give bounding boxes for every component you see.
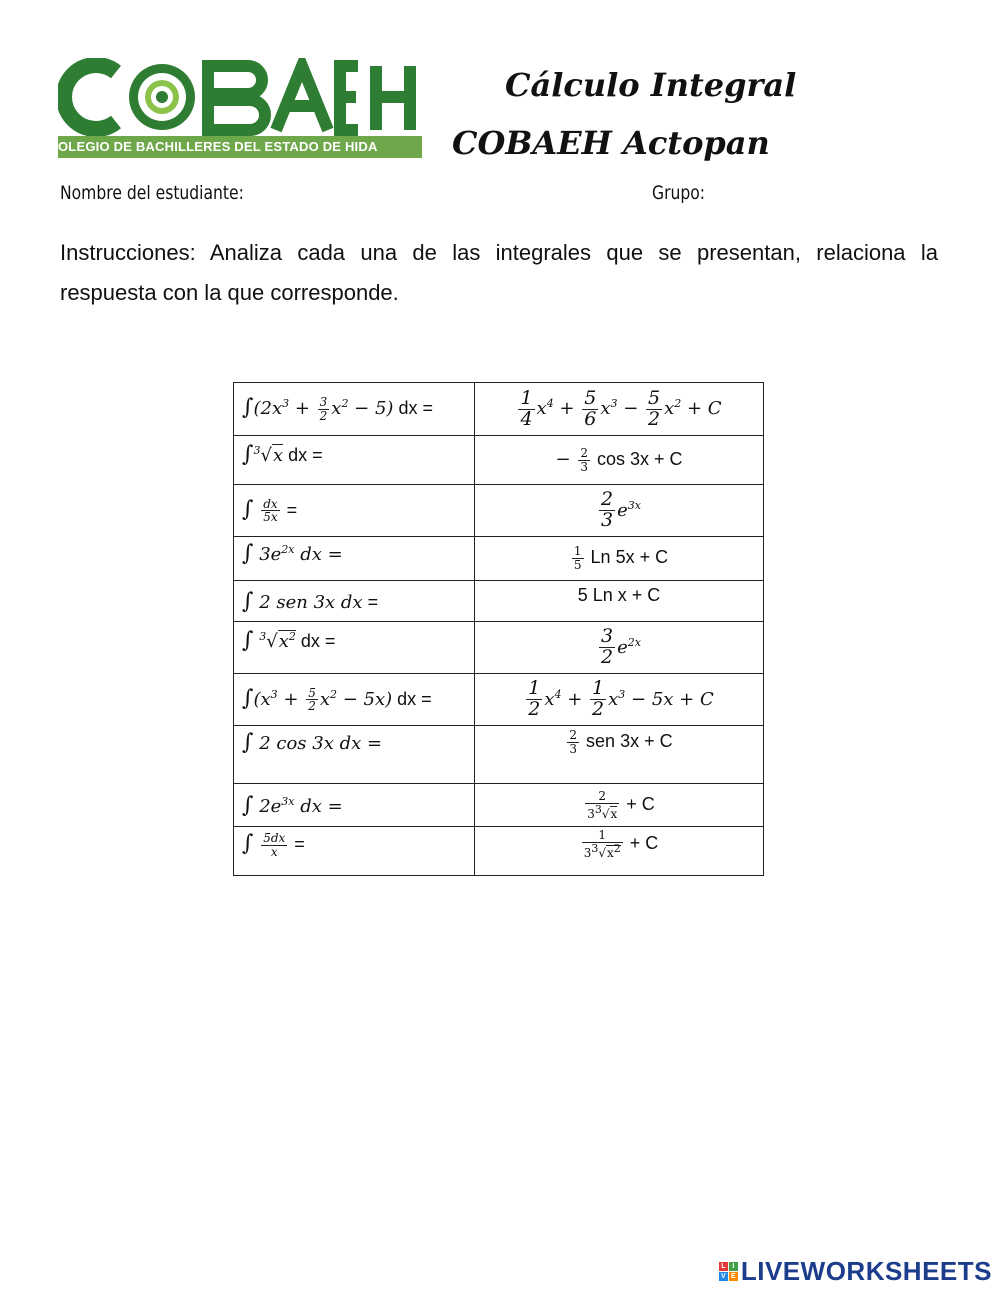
cobaeh-logo-mark [58,58,422,136]
table-row [234,485,764,537]
answer-cell[interactable]: 5 Ln x + C [475,581,764,622]
group-label: Grupo: [652,182,706,204]
answer-cell[interactable]: $\frac{2}{3^3√x}$ + C [475,784,764,827]
integral-cell[interactable]: ∫ $3e^{2x}$ dx = [234,537,475,581]
table-row [234,383,764,436]
answer-cell[interactable]: $\frac{1}{5}$ Ln 5x + C [475,537,764,581]
answer-cell[interactable]: $\frac{1}{2}$ $x^4$ + $\frac{1}{2}$ $x^3 - 5x + C$ [475,674,764,726]
answer-cell[interactable]: $\frac{3}{2}$ $e^{2x}$ [475,622,764,674]
table-row [234,537,764,581]
title-course: Cálculo Integral [505,66,797,104]
cobaeh-logo [58,58,422,158]
integral-cell[interactable]: ∫$^3$√x dx = [234,436,475,485]
table-row [234,726,764,784]
logo-subtitle: OLEGIO DE BACHILLERES DEL ESTADO DE HIDA [58,136,422,158]
integral-cell[interactable]: ∫ $2e^{3x}$ dx = [234,784,475,827]
table-row [234,674,764,726]
integral-cell[interactable]: ∫ 2 sen 3x dx = [234,581,475,622]
integral-cell[interactable]: ∫ $\frac{5dx}{x}$ = [234,827,475,876]
liveworksheets-brand [719,1256,992,1287]
integral-cell[interactable]: ∫ $\frac{dx}{5x}$ = [234,485,475,537]
answer-cell[interactable]: − $\frac{2}{3}$ cos 3x + C [475,436,764,485]
integral-cell[interactable]: ∫ 2 cos 3x dx = [234,726,475,784]
table-row [234,581,764,622]
matching-table [233,382,764,876]
table-row [234,436,764,485]
answer-cell[interactable]: $\frac{2}{3}$ $e^{3x}$ [475,485,764,537]
answer-cell[interactable]: $\frac{1}{3^3√x^2}$ + C [475,827,764,876]
liveworksheets-icon: L I V E [719,1262,738,1281]
answer-cell[interactable]: $\frac{2}{3}$ sen 3x + C [475,726,764,784]
student-name-label: Nombre del estudiante: [60,182,244,204]
instructions: Instrucciones: Analiza cada una de las integrales que se presentan, relaciona la respuesta con la que corresponde. [60,240,938,305]
integral-cell[interactable]: $\int(2x^3$ + $\frac{3}{2}$ $x^2 - 5$) dx = [234,383,475,436]
answer-cell[interactable]: $\frac{1}{4}$ $x^4$ + $\frac{5}{6}$ $x^3$ − $\frac{5}{2}$ $x^2 + C$ [475,383,764,436]
liveworksheets-name: LIVEWORKSHEETS [740,1256,992,1286]
table-row [234,622,764,674]
title-school: COBAEH Actopan [452,124,770,162]
table-row [234,784,764,827]
table-row [234,827,764,876]
integral-cell[interactable]: ∫ $^3√x^2$ dx = [234,622,475,674]
integral-cell[interactable]: $\int(x^3$ + $\frac{5}{2}$ $x^2 - 5x$) dx = [234,674,475,726]
